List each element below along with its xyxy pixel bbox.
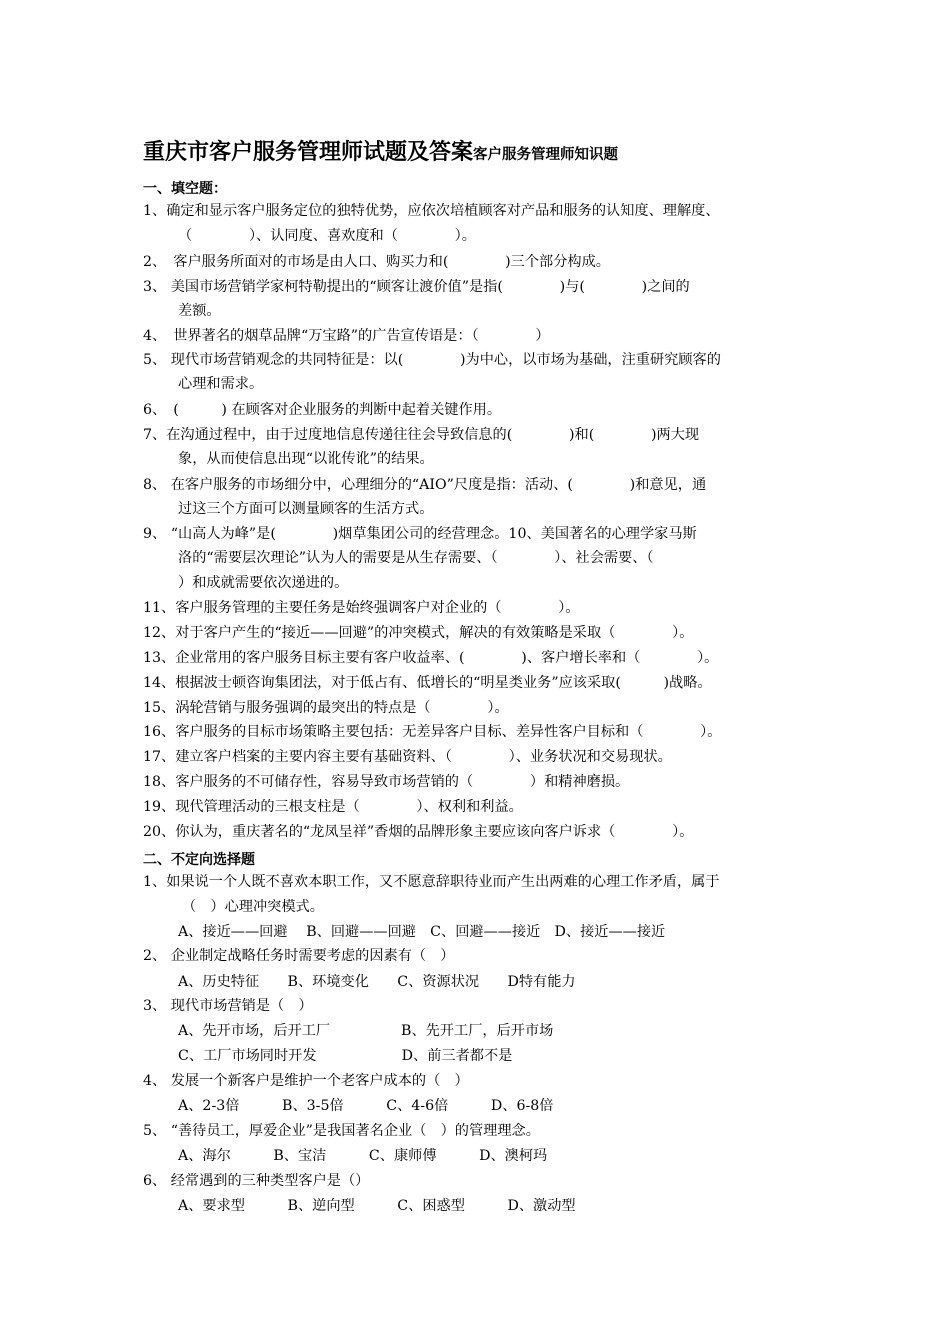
question-line: 13、企业常用的客户服务目标主要有客户收益率、( )、客户增长率和（ ）。 bbox=[143, 650, 719, 666]
section-heading-choice: 二、不定向选择题 bbox=[143, 852, 255, 868]
question-line: 象，从而使信息出现“以讹传讹”的结果。 bbox=[178, 451, 434, 467]
section-heading-fill-in: 一、填空题： bbox=[143, 181, 227, 197]
option-line: C、工厂市场同时开发 D、前三者都不是 bbox=[178, 1048, 513, 1064]
question-line: 4、 发展一个新客户是维护一个老客户成本的（ ） bbox=[143, 1073, 469, 1089]
question-line: ）和成就需要依次递进的。 bbox=[178, 575, 349, 591]
question-line: 14、根据波士顿咨询集团法，对于低占有、低增长的“明星类业务”应该采取( )战略。 bbox=[143, 675, 712, 691]
question-line: 6、 经常遇到的三种类型客户是（） bbox=[143, 1173, 370, 1189]
question-line: 5、 “善待员工，厚爱企业”是我国著名企业（ ）的管理理念。 bbox=[143, 1123, 540, 1139]
question-line: 心理和需求。 bbox=[178, 376, 264, 392]
question-line: 9、 “山高人为峰”是( )烟草集团公司的经营理念。10、美国著名的心理学家马斯 bbox=[143, 526, 697, 542]
option-line: A、接近——回避 B、回避——回避 C、回避——接近 D、接近——接近 bbox=[178, 924, 666, 940]
question-line: 差额。 bbox=[178, 303, 221, 319]
question-line: 4、 世界著名的烟草品牌“万宝路”的广告宣传语是：（ ） bbox=[143, 328, 550, 344]
question-line: 过这三个方面可以测量顾客的生活方式。 bbox=[178, 501, 434, 517]
question-line: （ ）心理冲突模式。 bbox=[182, 899, 324, 915]
option-line: A、要求型 B、逆向型 C、困惑型 D、激动型 bbox=[178, 1198, 576, 1214]
question-line: 6、 ( ) 在顾客对企业服务的判断中起着关键作用。 bbox=[143, 402, 502, 418]
question-line: 19、现代管理活动的三根支柱是（ ）、权利和利益。 bbox=[143, 799, 523, 815]
question-line: 12、对于客户产生的“接近——回避”的冲突模式，解决的有效策略是采取（ ）。 bbox=[143, 625, 694, 641]
title-main: 重庆市客户服务管理师试题及答案 bbox=[143, 140, 474, 165]
question-line: 3、 现代市场营销是（ ） bbox=[143, 998, 313, 1014]
title-sub: 客户服务管理师知识题 bbox=[473, 147, 619, 163]
question-line: 2、 客户服务所面对的市场是由人口、购买力和( )三个部分构成。 bbox=[143, 254, 610, 270]
question-line: 17、建立客户档案的主要内容主要有基础资料、（ ）、业务状况和交易现状。 bbox=[143, 749, 672, 765]
question-line: 7、在沟通过程中，由于过度地信息传递往往会导致信息的( )和( )两大现 bbox=[143, 427, 700, 443]
question-line: 16、客户服务的目标市场策略主要包括：无差异客户目标、差异性客户目标和（ ）。 bbox=[143, 724, 722, 740]
question-line: 5、 现代市场营销观念的共同特征是：以( )为中心，以市场为基础，注重研究顾客的 bbox=[143, 352, 721, 368]
question-line: 3、 美国市场营销学家柯特勒提出的“顾客让渡价值”是指( )与( )之间的 bbox=[143, 279, 690, 295]
option-line: A、2-3倍 B、3-5倍 C、4-6倍 D、6-8倍 bbox=[178, 1098, 554, 1114]
question-line: 18、客户服务的不可储存性，容易导致市场营销的（ ）和精神磨损。 bbox=[143, 774, 630, 790]
question-line: 2、 企业制定战略任务时需要考虑的因素有（ ） bbox=[143, 948, 455, 964]
option-line: A、先开市场，后开工厂 B、先开工厂，后开市场 bbox=[178, 1023, 554, 1039]
question-line: 8、 在客户服务的市场细分中，心理细分的“AIO”尺度是指：活动、( )和意见，通 bbox=[143, 477, 707, 493]
document-title bbox=[143, 135, 618, 166]
question-line: 20、你认为，重庆著名的“龙凤呈祥”香烟的品牌形象主要应该向客户诉求（ ）。 bbox=[143, 824, 694, 840]
question-line: 洛的“需要层次理论”认为人的需要是从生存需要、（ ）、社会需要、（ bbox=[178, 550, 654, 566]
question-line: 1、确定和显示客户服务定位的独特优势，应依次培植顾客对产品和服务的认知度、理解度、 bbox=[143, 203, 720, 219]
option-line: A、海尔 B、宝洁 C、康师傅 D、澳柯玛 bbox=[178, 1148, 548, 1164]
question-line: 15、涡轮营销与服务强调的最突出的特点是（ ）。 bbox=[143, 700, 509, 716]
option-line: A、历史特征 B、环境变化 C、资源状况 D特有能力 bbox=[178, 974, 576, 990]
question-line: 1、如果说一个人既不喜欢本职工作，又不愿意辞职待业而产生出两难的心理工作矛盾，属于 bbox=[143, 874, 720, 890]
question-line: （ ）、认同度、喜欢度和（ ）。 bbox=[178, 228, 476, 244]
question-line: 11、客户服务管理的主要任务是始终强调客户对企业的（ ）。 bbox=[143, 600, 580, 616]
